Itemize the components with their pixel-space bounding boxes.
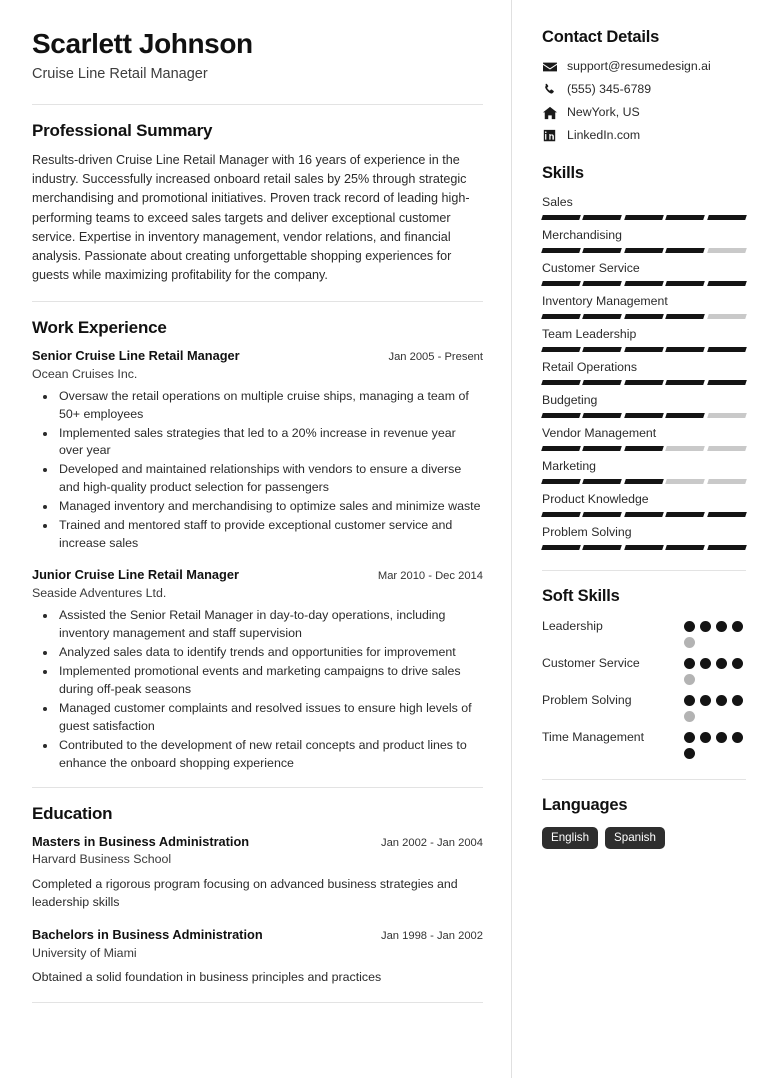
skill-row (542, 492, 746, 517)
divider (542, 570, 746, 571)
divider (32, 1002, 483, 1003)
skill-bar-segment (707, 248, 747, 253)
work-entry-list (32, 348, 483, 772)
education-entry-header (32, 927, 483, 944)
skill-row (542, 261, 746, 286)
soft-skill-dot (684, 637, 695, 648)
soft-skill-dot (732, 695, 743, 706)
skill-bar-segment (665, 545, 705, 550)
soft-skills-list (542, 618, 746, 759)
work-organization: Ocean Cruises Inc. (32, 366, 138, 381)
soft-skill-row (542, 729, 746, 759)
contact-item[interactable] (542, 128, 746, 144)
work-date: Jan 2005 - Present (388, 351, 483, 364)
work-entry (32, 567, 483, 772)
work-date: Mar 2010 - Dec 2014 (377, 570, 483, 583)
skill-row (542, 459, 746, 484)
language-pill-list (542, 827, 746, 849)
skill-level-bar (542, 512, 746, 517)
skill-bar-segment (665, 314, 705, 319)
soft-skill-dot (716, 732, 727, 743)
work-bullet: • Analyzed sales data to identify trends and opportunities for improvement (57, 644, 483, 662)
soft-skill-name: Time Management (542, 729, 645, 744)
page-title: Scarlett Johnson (32, 28, 253, 59)
contact-value: (555) 345-6789 (567, 81, 652, 96)
soft-skill-rating (684, 729, 746, 759)
skill-name: Problem Solving (542, 524, 632, 539)
soft-skill-row (542, 618, 746, 648)
skill-bar-segment (541, 413, 581, 418)
skill-row (542, 294, 746, 319)
skill-bar-segment (665, 512, 705, 517)
skill-bar-segment (583, 446, 623, 451)
skill-bar-segment (583, 545, 623, 550)
envelope-icon (542, 59, 557, 74)
contact-item[interactable] (542, 82, 746, 98)
skills-list (542, 195, 746, 550)
education-degree: Masters in Business Administration (32, 833, 250, 849)
skill-level-bar (542, 281, 746, 286)
skill-bar-segment (583, 215, 623, 220)
skill-row (542, 525, 746, 550)
language-pill: Spanish (605, 827, 665, 849)
skill-bar-segment (583, 413, 623, 418)
skill-level-bar (542, 347, 746, 352)
skill-bar-segment (541, 479, 581, 484)
skill-bar-segment (541, 512, 581, 517)
skill-bar-segment (707, 347, 747, 352)
skill-level-bar (542, 446, 746, 451)
education-entry (32, 927, 483, 987)
contact-value: NewYork, US (567, 104, 640, 119)
work-bullet-list (32, 388, 483, 554)
skill-bar-segment (624, 281, 664, 286)
skill-bar-segment (707, 281, 747, 286)
skill-bar-segment (707, 215, 747, 220)
skill-bar-segment (624, 314, 664, 319)
skill-name: Team Leadership (542, 326, 637, 341)
skill-bar-segment (624, 512, 664, 517)
soft-skill-row (542, 655, 746, 685)
skill-bar-segment (665, 446, 705, 451)
section-heading-work: Work Experience (32, 318, 167, 338)
skill-row (542, 393, 746, 418)
section-heading-education: Education (32, 803, 113, 823)
skill-level-bar (542, 380, 746, 385)
section-heading-summary: Professional Summary (32, 121, 213, 141)
skill-bar-segment (624, 248, 664, 253)
soft-skill-dot (716, 695, 727, 706)
education-date: Jan 2002 - Jan 2004 (380, 836, 483, 849)
skill-row (542, 426, 746, 451)
work-role: Senior Cruise Line Retail Manager (32, 348, 240, 364)
skill-bar-segment (665, 413, 705, 418)
language-pill: English (542, 827, 598, 849)
skill-level-bar (542, 314, 746, 319)
linkedin-icon (542, 128, 557, 143)
skill-row (542, 360, 746, 385)
skill-bar-segment (665, 347, 705, 352)
skill-bar-segment (707, 545, 747, 550)
skill-bar-segment (624, 479, 664, 484)
header-job-title: Cruise Line Retail Manager (32, 66, 208, 83)
skill-bar-segment (583, 281, 623, 286)
contact-item[interactable] (542, 105, 746, 121)
soft-skill-dot (700, 695, 711, 706)
skill-bar-segment (541, 248, 581, 253)
divider (542, 779, 746, 780)
education-degree: Bachelors in Business Administration (32, 926, 263, 942)
skill-name: Sales (542, 194, 573, 209)
skill-bar-segment (583, 479, 623, 484)
skill-bar-segment (541, 281, 581, 286)
skill-bar-segment (583, 380, 623, 385)
skill-bar-segment (665, 215, 705, 220)
skill-row (542, 228, 746, 253)
skill-level-bar (542, 413, 746, 418)
section-languages (542, 796, 746, 849)
work-bullet: • Implemented sales strategies that led to a 20% increase in revenue year over year (57, 425, 483, 461)
skill-bar-segment (541, 347, 581, 352)
skill-name: Vendor Management (542, 425, 657, 440)
skill-row (542, 327, 746, 352)
skill-bar-segment (707, 512, 747, 517)
soft-skill-dot (732, 658, 743, 669)
work-bullet: • Oversaw the retail operations on multiple cruise ships, managing a team of 50+ employees (57, 388, 483, 424)
section-education (32, 788, 483, 988)
soft-skill-rating (684, 618, 746, 648)
soft-skill-rating (684, 692, 746, 722)
education-school: University of Miami (32, 945, 137, 960)
work-bullet: • Assisted the Senior Retail Manager in day-to-day operations, including inventory management and staff supervision (57, 607, 483, 643)
section-work-experience (32, 302, 483, 772)
soft-skill-rating (684, 655, 746, 685)
education-entry (32, 834, 483, 912)
section-heading-soft-skills: Soft Skills (542, 586, 620, 605)
skill-bar-segment (583, 512, 623, 517)
contact-value: LinkedIn.com (567, 127, 641, 142)
education-description: Completed a rigorous program focusing on advanced business strategies and leadership skills (32, 876, 458, 909)
skill-bar-segment (624, 545, 664, 550)
soft-skill-row (542, 692, 746, 722)
skill-level-bar (542, 479, 746, 484)
soft-skill-name: Problem Solving (542, 692, 632, 707)
section-contact-details (542, 28, 746, 144)
soft-skill-dot (732, 621, 743, 632)
work-bullet-list (32, 607, 483, 773)
skill-name: Product Knowledge (542, 491, 649, 506)
work-role: Junior Cruise Line Retail Manager (32, 567, 239, 583)
soft-skill-name: Leadership (542, 618, 603, 633)
skill-row (542, 195, 746, 220)
soft-skill-dot (700, 621, 711, 632)
contact-item[interactable] (542, 59, 746, 75)
sidebar (512, 0, 768, 1078)
soft-skill-name: Customer Service (542, 655, 640, 670)
skill-bar-segment (665, 380, 705, 385)
education-entry-list (32, 834, 483, 988)
skill-name: Customer Service (542, 260, 640, 275)
skill-bar-segment (707, 446, 747, 451)
section-heading-skills: Skills (542, 163, 584, 182)
soft-skill-dot (684, 621, 695, 632)
section-professional-summary (32, 105, 483, 285)
soft-skill-dot (684, 674, 695, 685)
skill-bar-segment (665, 479, 705, 484)
skill-bar-segment (624, 347, 664, 352)
skill-name: Marketing (542, 458, 596, 473)
soft-skill-dot (716, 658, 727, 669)
soft-skill-dot (732, 732, 743, 743)
contact-value: support@resumedesign.ai (567, 59, 711, 73)
work-bullet: • Trained and mentored staff to provide exceptional customer service and increase sales (57, 517, 483, 553)
skill-bar-segment (541, 380, 581, 385)
section-heading-contact: Contact Details (542, 28, 660, 46)
skill-bar-segment (624, 380, 664, 385)
education-school: Harvard Business School (32, 852, 172, 867)
skill-bar-segment (665, 281, 705, 286)
skill-bar-segment (541, 446, 581, 451)
soft-skill-dot (684, 732, 695, 743)
section-heading-languages: Languages (542, 795, 628, 814)
skill-bar-segment (541, 314, 581, 319)
skill-bar-segment (624, 413, 664, 418)
soft-skill-dot (684, 695, 695, 706)
skill-bar-segment (707, 413, 747, 418)
skill-level-bar (542, 248, 746, 253)
work-entry (32, 348, 483, 553)
work-entry-header (32, 348, 483, 365)
skill-level-bar (542, 545, 746, 550)
skill-level-bar (542, 215, 746, 220)
summary-text: Results-driven Cruise Line Retail Manager with 16 years of experience in the industry. Successfully increased onboard retail sales by 25% through strategic merchandising and promotional initiatives. Proven track record of leading high-performing teams to exceed sales targets and deliver exceptional customer service. Expertise in inventory management, vendor relations, and financial analysis. Passionate about creating unforgettable shopping experiences for guests while maximizing profitability for the company. (32, 153, 470, 283)
skill-bar-segment (624, 215, 664, 220)
skill-bar-segment (665, 248, 705, 253)
work-bullet: • Implemented promotional events and marketing campaigns to drive sales during off-peak seasons (57, 663, 483, 699)
section-soft-skills (542, 587, 746, 759)
skill-name: Retail Operations (542, 359, 638, 374)
soft-skill-dot (716, 621, 727, 632)
soft-skill-dot (700, 732, 711, 743)
work-entry-header (32, 567, 483, 584)
skill-bar-segment (541, 545, 581, 550)
skill-bar-segment (707, 479, 747, 484)
skill-bar-segment (583, 314, 623, 319)
soft-skill-dot (684, 711, 695, 722)
skill-bar-segment (583, 347, 623, 352)
work-bullet: • Contributed to the development of new retail concepts and product lines to enhance the onboard shopping experience (57, 737, 483, 773)
work-bullet: • Managed customer complaints and resolved issues to ensure high levels of guest satisfaction (57, 700, 483, 736)
skill-bar-segment (583, 248, 623, 253)
work-bullet: • Developed and maintained relationships with vendors to ensure a diverse and high-quality product selection for passengers (57, 461, 483, 497)
soft-skill-dot (700, 658, 711, 669)
contact-list (542, 59, 746, 144)
section-skills (542, 164, 746, 550)
phone-icon (542, 82, 557, 97)
skill-name: Inventory Management (542, 293, 668, 308)
soft-skill-dot (684, 748, 695, 759)
education-description: Obtained a solid foundation in business principles and practices (32, 970, 382, 985)
work-organization: Seaside Adventures Ltd. (32, 586, 167, 601)
home-icon (542, 105, 557, 120)
soft-skill-dot (684, 658, 695, 669)
education-entry-header (32, 834, 483, 851)
skill-bar-segment (707, 314, 747, 319)
skill-bar-segment (707, 380, 747, 385)
education-date: Jan 1998 - Jan 2002 (380, 929, 483, 942)
skill-bar-segment (624, 446, 664, 451)
skill-name: Budgeting (542, 392, 598, 407)
skill-name: Merchandising (542, 227, 622, 242)
work-bullet: • Managed inventory and merchandising to optimize sales and minimize waste (57, 498, 483, 516)
skill-bar-segment (541, 215, 581, 220)
